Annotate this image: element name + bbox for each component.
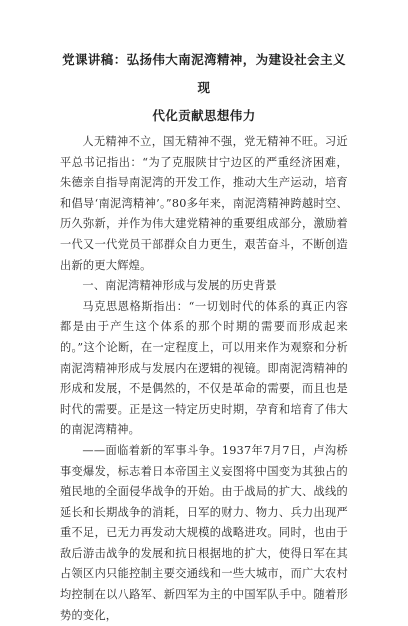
document-body — [60, 132, 348, 626]
body-paragraph: ——面临着新的军事斗争。1937年7月7日，卢沟桥事变爆发，标志着日本帝国主义妄图将中国变为其独占的殖民地的全面侵华战争的开始。由于战局的扩大、战线的延长和长期战争的消耗，日军的财力、物力、兵力出现严重不足，已无力再发动大规模的战略进攻。同时，也由于敌后游击战争的发展和抗日根据地的扩大，使得日军在其占领区内只能控制主要交通线和一些大城市，而广大农村均控制在以八路军、新四军为主的中国军队手中。随着形势的变化， — [60, 443, 348, 622]
section-heading: 一、南泥湾精神形成与发展的历史背景 — [82, 279, 277, 293]
intro-paragraph: 人无精神不立，国无精神不强，党无精神不旺。习近平总书记指出：“为了克服陕甘宁边区的严重经济困难，朱德亲自指导南泥湾的开发工作，推动大生产运动，培育和倡导‘南泥湾精神’。”80多年来，南泥湾精神跨越时空、历久弥新，并作为伟大建党精神的重要组成部分，激励着一代又一代党员干部群众自力更生，艰苦奋斗，不断创造出新的更大辉煌。 — [60, 135, 348, 272]
body-paragraph: 马克思恩格斯指出：“一切划时代的体系的真正内容都是由于产生这个体系的那个时期的需要而形成起来的。”这个论断，在一定程度上，可以用来作为观察和分析南泥湾精神形成与发展内在逻辑的视镜。即南泥湾精神的形成和发展，不是偶然的，不仅是革命的需要，而且也是时代的需要。正是这一特定历史时期，孕育和培育了伟大的南泥湾精神。 — [60, 299, 348, 437]
document-title-line-1: 党课讲稿：弘扬伟大南泥湾精神，为建设社会主义现 — [62, 52, 346, 95]
document-title — [60, 46, 348, 130]
document-title-line-2: 代化贡献思想伟力 — [152, 108, 256, 123]
